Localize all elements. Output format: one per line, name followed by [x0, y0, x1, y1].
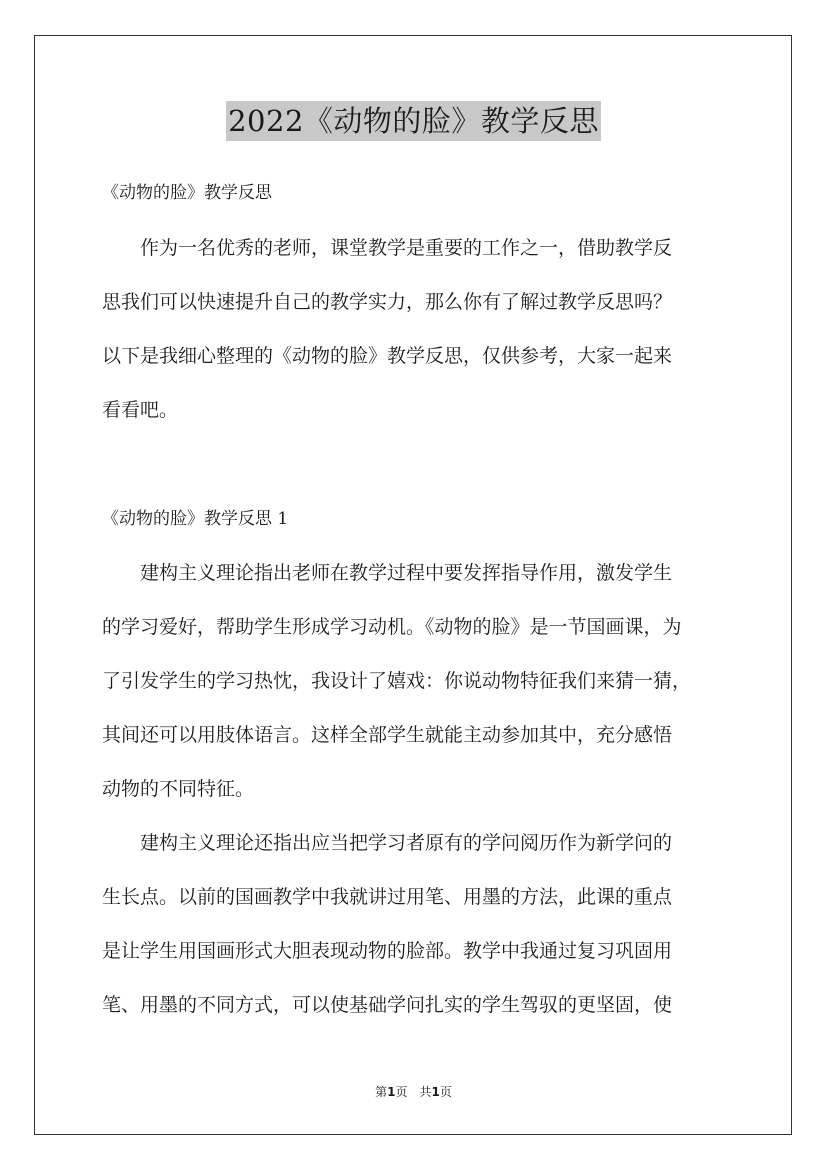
document-title: 2022《动物的脸》教学反思: [226, 101, 601, 141]
paragraph-2-line: 是让学生用国画形式大胆表现动物的脸部。教学中我通过复习巩固用: [102, 940, 673, 962]
paragraph-1-line: 的学习爱好，帮助学生形成学习动机。《动物的脸》是一节国画课，为: [102, 616, 682, 638]
paragraph-2-line: 生长点。以前的国画教学中我就讲过用笔、用墨的方法，此课的重点: [102, 886, 673, 908]
paragraph-2-line: 笔、用墨的不同方式，可以使基础学问扎实的学生驾驭的更坚固，使: [102, 994, 673, 1016]
paragraph-1-line: 其间还可以用肢体语言。这样全部学生就能主动参加其中，充分感悟: [102, 724, 673, 746]
paragraph-1-line: 了引发学生的学习热忱，我设计了嬉戏：你说动物特征我们来猜一猜，: [102, 670, 692, 692]
paragraph-2-line: 建构主义理论还指出应当把学习者原有的学问阅历作为新学问的: [102, 832, 673, 854]
title-wrap: [0, 101, 827, 141]
intro-subheading: 《动物的脸》教学反思: [102, 183, 272, 203]
paragraph-1-line: 动物的不同特征。: [102, 778, 255, 800]
paragraph-1-line: 建构主义理论指出老师在教学过程中要发挥指导作用，激发学生: [102, 562, 673, 584]
section-1-subheading: 《动物的脸》教学反思 1: [102, 509, 289, 529]
footer-page-current: 1: [387, 1085, 396, 1099]
footer-page-total: 1: [431, 1085, 440, 1099]
intro-line: 以下是我细心整理的《动物的脸》教学反思，仅供参考，大家一起来: [102, 345, 673, 367]
intro-line: 思我们可以快速提升自己的教学实力，那么你有了解过教学反思吗？: [102, 291, 673, 313]
footer-mid: 页 共: [395, 1085, 432, 1099]
page-footer: [0, 1084, 827, 1100]
intro-line: 作为一名优秀的老师，课堂教学是重要的工作之一，借助教学反: [102, 237, 673, 259]
footer-prefix: 第: [375, 1085, 388, 1099]
intro-line: 看看吧。: [102, 399, 179, 421]
footer-suffix: 页: [439, 1085, 452, 1099]
